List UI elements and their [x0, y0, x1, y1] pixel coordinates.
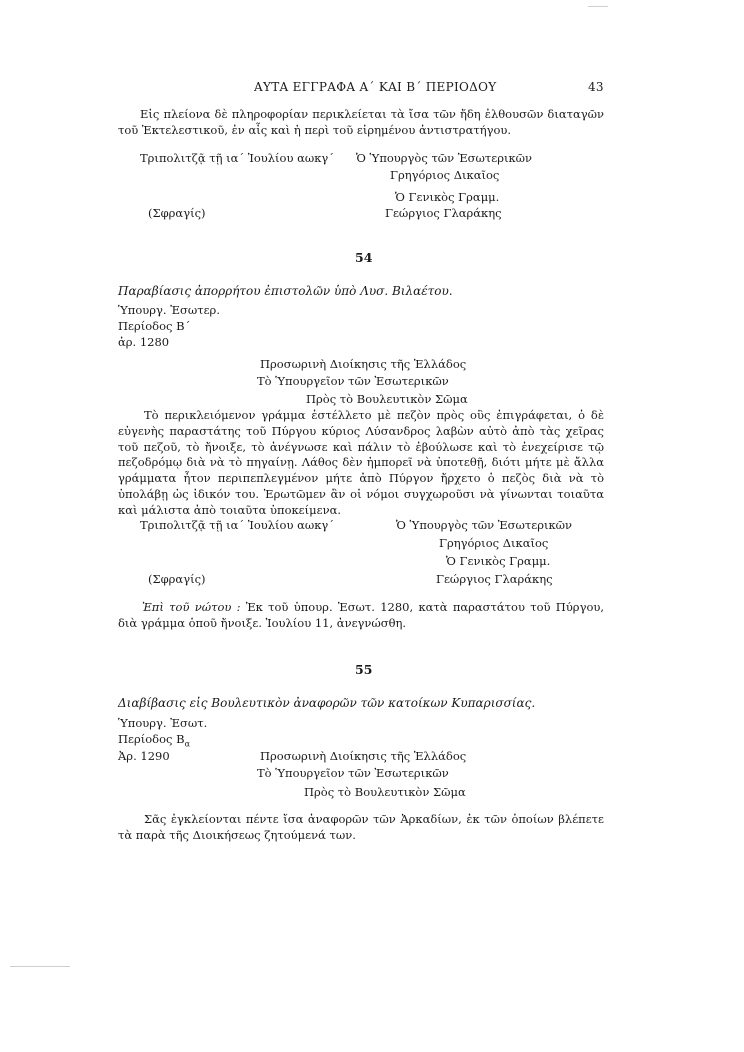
doc54-signatory2-title: Ὁ Γενικὸς Γραμμ. — [446, 554, 551, 568]
doc54-gov-line2: Τὸ Ὑπουργεῖον τῶν Ἐσωτερικῶν — [257, 374, 449, 388]
doc54-ref-ministry: Ὑπουργ. Ἐσωτερ. — [118, 303, 220, 317]
doc54-addressee: Πρὸς τὸ Βουλευτικὸν Σῶμα — [306, 392, 468, 406]
doc55-number: 55 — [355, 662, 373, 677]
doc55-gov-line1: Προσωρινὴ Διοίκησις τῆς Ἑλλάδος — [260, 749, 467, 763]
doc54-signatory1-title: Ὁ Ὑπουργὸς τῶν Ἐσωτερικῶν — [396, 518, 573, 532]
doc55-ref-period-sub: α — [184, 739, 190, 749]
doc54-ref-period: Περίοδος Β΄ — [118, 319, 191, 333]
top-signatory2-name: Γεώργιος Γλαράκης — [385, 206, 502, 220]
scan-artifact-top — [588, 6, 608, 7]
top-seal: (Σφραγίς) — [148, 206, 206, 220]
doc55-heading: Διαβίβασις εἰς Βουλευτικὸν ἀναφορῶν τῶν κατοίκων Κυπαρισσίας. — [118, 696, 536, 710]
top-place-date: Τριπολιτζᾷ τῇ ια΄ Ἰουλίου αωκγ΄ — [140, 151, 335, 165]
doc55-gov-line2: Τὸ Ὑπουργεῖον τῶν Ἐσωτερικῶν — [257, 766, 449, 780]
doc54-signatory2-name: Γεώργιος Γλαράκης — [436, 572, 553, 586]
top-signatory2-title: Ὁ Γενικὸς Γραμμ. — [395, 190, 500, 204]
doc54-endorsement-label: Ἐπὶ τοῦ νώτου : — [142, 600, 241, 614]
page-number: 43 — [588, 80, 604, 94]
doc54-body: Τὸ περικλειόμενον γράμμα ἐστέλλετο μὲ πεζὸν πρὸς οὓς ἐπιγράφεται, ὁ δὲ εὐγενὴς παραστάτης τοῦ Πύργου κύριος Λύσανδρος λαβὼν αὐτὸ ἀπὸ τὰς χεῖρας τοῦ πεζοῦ, τὸ ἤνοιξε, τὸ ἀνέγνωσε καὶ πάλιν τὸ ἐβούλωσε καὶ τὸ ἐνεχείρισε τῷ πεζοδρόμῳ διὰ νὰ τὸ πηγαίνῃ. Λάθος δὲν ἠμπορεῖ νὰ ὑποτεθῇ, διότι μήτε μὲ ἄλλα γράμματα ἦτον περιπεπλεγμένον μήτε ἀπὸ Πύργον ἤρχετο ὁ πεζὸς διὰ νὰ τὸ ὑπολάβῃ ὡς ἰδικόν του. Ἐρωτῶμεν ἂν οἱ νόμοι συγχωροῦσι νὰ γίνωνται τοιαῦτα καὶ μάλιστα ἀπὸ τοιαῦτα ὑποκείμενα. — [118, 408, 604, 517]
running-header-title: ΑΥΤΑ ΕΓΓΡΑΦΑ Α΄ ΚΑΙ Β΄ ΠΕΡΙΟΔΟΥ — [254, 80, 497, 94]
doc54-place-date: Τριπολιτζᾷ τῇ ια΄ Ἰουλίου αωκγ΄ — [140, 518, 335, 532]
doc54-gov-line1: Προσωρινὴ Διοίκησις τῆς Ἑλλάδος — [260, 357, 467, 371]
doc54-ref-number: ἀρ. 1280 — [118, 335, 170, 349]
doc55-addressee: Πρὸς τὸ Βουλευτικὸν Σῶμα — [304, 785, 466, 799]
doc55-ref-ministry: Ὑπουργ. Ἐσωτ. — [118, 716, 208, 730]
doc54-heading: Παραβίασις ἀπορρήτου ἐπιστολῶν ὑπὸ Λυσ. Βιλαέτου. — [118, 284, 453, 298]
doc54-endorsement — [118, 600, 604, 632]
intro-paragraph: Εἰς πλείονα δὲ πληροφορίαν περικλείεται τὰ ἴσα τῶν ἤδη ἐλθουσῶν διαταγῶν τοῦ Ἐκτελεστικοῦ, ἐν αἷς καὶ ἡ περὶ τοῦ εἰρημένου ἀντιστρατήγου. — [118, 107, 604, 137]
doc54-signatory1-name: Γρηγόριος Δικαῖος — [439, 536, 549, 550]
doc55-ref-period-text: Περίοδος Β — [118, 732, 185, 746]
doc54-number: 54 — [355, 250, 373, 265]
scan-artifact-bottom — [10, 966, 70, 967]
top-signatory1-name: Γρηγόριος Δικαῖος — [390, 168, 500, 182]
top-signatory1-title: Ὁ Ὑπουργὸς τῶν Ἐσωτερικῶν — [356, 151, 533, 165]
doc54-endorsement-text: Ἐκ τοῦ ὑπουρ. Ἐσωτ. 1280, κατὰ παραστάτου τοῦ Πύργου, διὰ γράμμα ὁποῦ ἤνοιξε. Ἰουλίου 11, ἀνεγνώσθη. — [118, 600, 605, 630]
doc54-seal: (Σφραγίς) — [148, 572, 206, 586]
doc55-body: Σᾶς ἐγκλείονται πέντε ἴσα ἀναφορῶν τῶν Ἀρκαδίων, ἐκ τῶν ὁποίων βλέπετε τὰ παρὰ τῆς Διοικήσεως ζητούμενά των. — [118, 812, 604, 842]
doc55-ref-number: Ἀρ. 1290 — [118, 749, 170, 763]
